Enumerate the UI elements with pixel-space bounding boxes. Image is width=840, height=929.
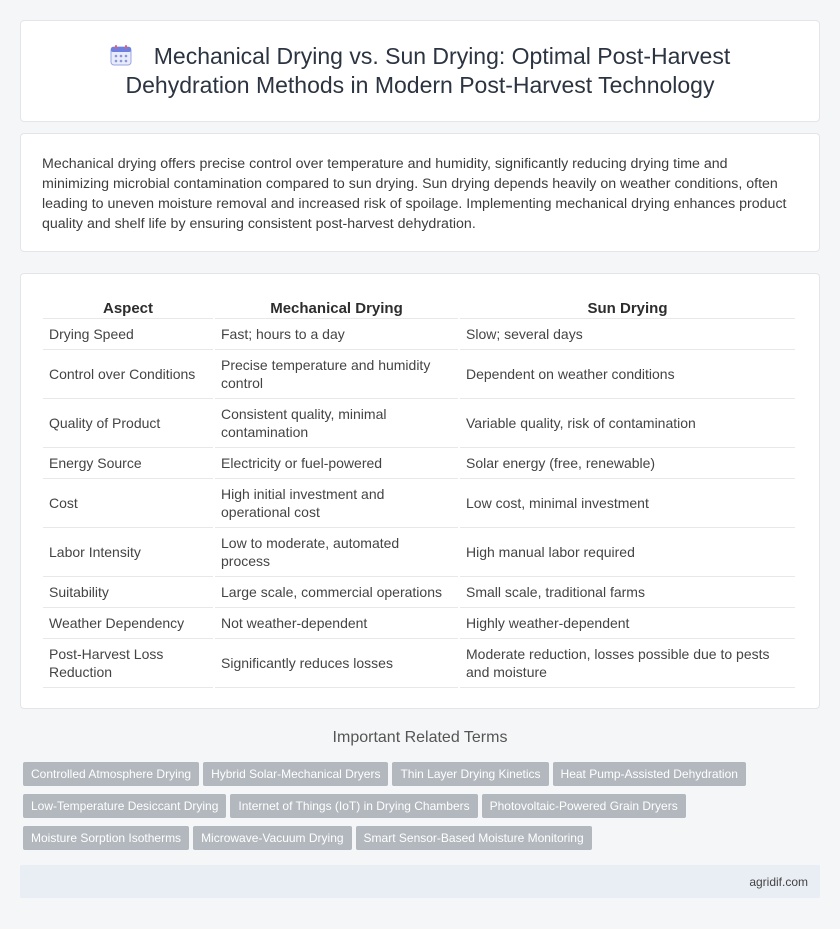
table-header-row [43, 294, 795, 319]
table-cell: Large scale, commercial operations [215, 577, 458, 608]
term-tag[interactable]: Moisture Sorption Isotherms [23, 826, 189, 850]
table-cell: High initial investment and operational cost [215, 479, 458, 528]
table-cell: Labor Intensity [43, 528, 213, 577]
table-cell: Consistent quality, minimal contamination [215, 399, 458, 448]
table-cell: Fast; hours to a day [215, 319, 458, 350]
intro-paragraph: Mechanical drying offers precise control over temperature and humidity, significantly reducing drying time and minimizing microbial contamination compared to sun drying. Sun drying depends heavily on weather conditions, often leading to uneven moisture removal and increased risk of spoilage. Implementing mechanical drying enhances product quality and shelf life by ensuring consistent post-harvest dehydration. [42, 156, 787, 232]
column-header-aspect: Aspect [43, 294, 213, 319]
table-row [43, 399, 795, 448]
term-tag[interactable]: Microwave-Vacuum Drying [193, 826, 351, 850]
table-cell: Highly weather-dependent [460, 608, 795, 639]
term-tag[interactable]: Hybrid Solar-Mechanical Dryers [203, 762, 388, 786]
footer-site-link[interactable]: agridif.com [749, 875, 808, 889]
table-cell: High manual labor required [460, 528, 795, 577]
table-row [43, 608, 795, 639]
column-header-sun: Sun Drying [460, 294, 795, 319]
table-cell: Precise temperature and humidity control [215, 350, 458, 399]
term-tag[interactable]: Low-Temperature Desiccant Drying [23, 794, 226, 818]
comparison-table [41, 294, 797, 688]
table-cell: Energy Source [43, 448, 213, 479]
page-title [21, 42, 819, 100]
term-tag[interactable]: Smart Sensor-Based Moisture Monitoring [356, 826, 592, 850]
table-cell: Quality of Product [43, 399, 213, 448]
table-row [43, 319, 795, 350]
term-tag[interactable]: Thin Layer Drying Kinetics [392, 762, 548, 786]
table-cell: Significantly reduces losses [215, 639, 458, 688]
column-header-mechanical: Mechanical Drying [215, 294, 458, 319]
footer [20, 865, 820, 898]
term-tag[interactable]: Internet of Things (IoT) in Drying Chambers [230, 794, 477, 818]
related-terms-heading: Important Related Terms [332, 729, 508, 746]
table-cell: Low cost, minimal investment [460, 479, 795, 528]
table-cell: Variable quality, risk of contamination [460, 399, 795, 448]
table-cell: Drying Speed [43, 319, 213, 350]
table-cell: Low to moderate, automated process [215, 528, 458, 577]
table-cell: Small scale, traditional farms [460, 577, 795, 608]
calendar-icon [110, 44, 132, 66]
table-cell: Suitability [43, 577, 213, 608]
table-cell: Dependent on weather conditions [460, 350, 795, 399]
table-cell: Solar energy (free, renewable) [460, 448, 795, 479]
table-cell: Weather Dependency [43, 608, 213, 639]
table-cell: Cost [43, 479, 213, 528]
table-row [43, 448, 795, 479]
title-card [20, 20, 820, 122]
term-tag[interactable]: Photovoltaic-Powered Grain Dryers [482, 794, 686, 818]
table-cell: Post-Harvest Loss Reduction [43, 639, 213, 688]
page-title-text: Mechanical Drying vs. Sun Drying: Optimal Post-Harvest Dehydration Methods in Modern Post-Harvest Technology [125, 43, 731, 98]
table-row [43, 479, 795, 528]
table-cell: Control over Conditions [43, 350, 213, 399]
term-tag[interactable]: Controlled Atmosphere Drying [23, 762, 199, 786]
table-row [43, 350, 795, 399]
table-row [43, 577, 795, 608]
term-tag[interactable]: Heat Pump-Assisted Dehydration [553, 762, 746, 786]
table-row [43, 639, 795, 688]
related-terms-list [23, 762, 813, 858]
table-row [43, 528, 795, 577]
table-cell: Moderate reduction, losses possible due to pests and moisture [460, 639, 795, 688]
comparison-table-card [20, 273, 820, 709]
table-cell: Slow; several days [460, 319, 795, 350]
table-cell: Not weather-dependent [215, 608, 458, 639]
table-cell: Electricity or fuel-powered [215, 448, 458, 479]
intro-card [20, 133, 820, 252]
